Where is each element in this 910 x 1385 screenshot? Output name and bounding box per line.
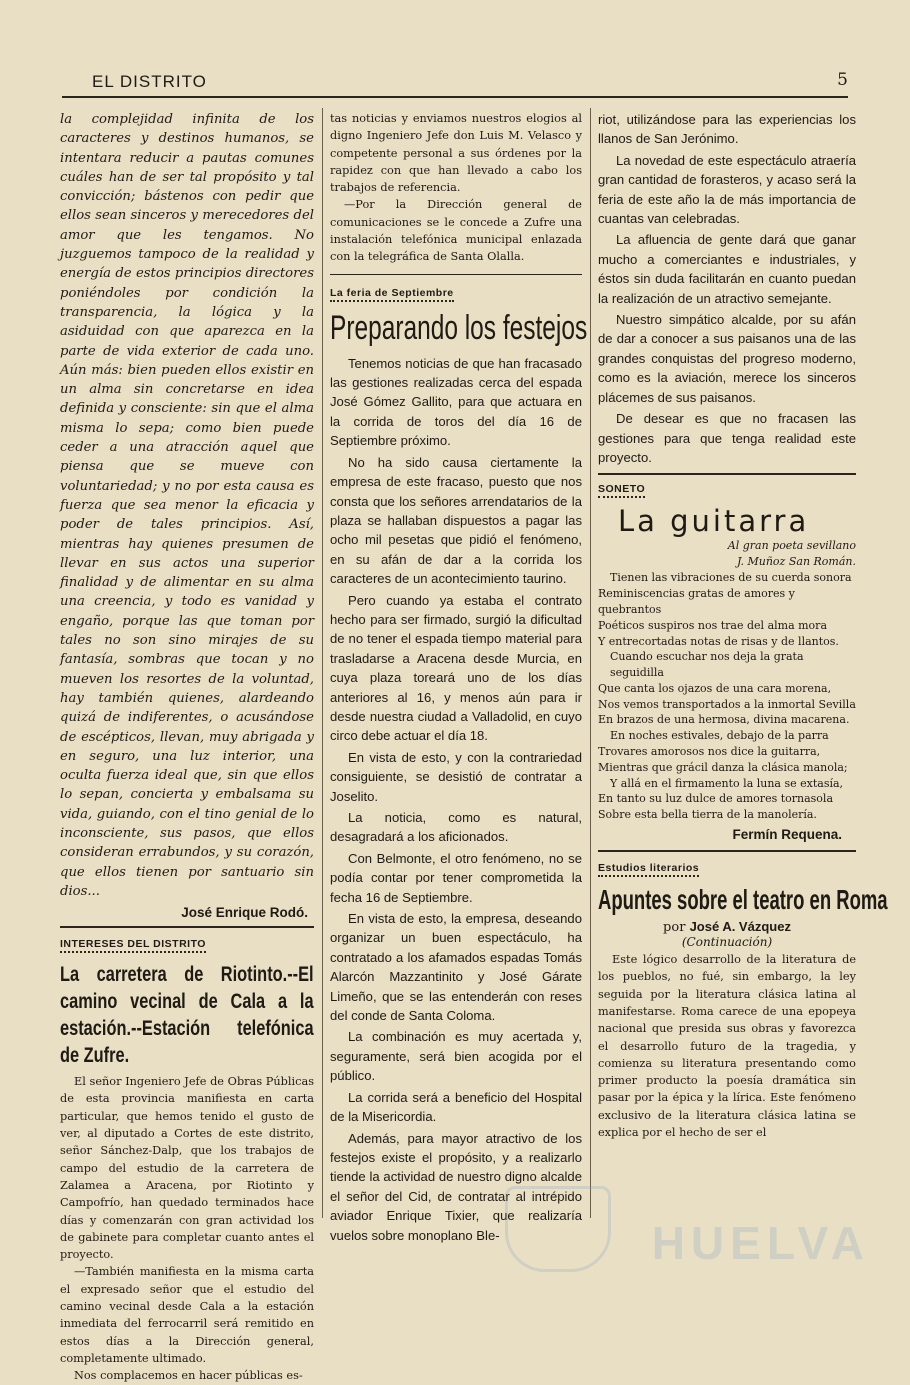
dedication-line: J. Muñoz San Román.	[736, 555, 856, 569]
paragraph: En vista de esto, y con la contrariedad consiguiente, se desistió de contratar a Joselito.	[330, 749, 582, 804]
verse: En tanto su luz dulce de amores tornasola	[598, 792, 834, 806]
section-tag: Estudios literarios	[598, 862, 699, 877]
column-2	[330, 110, 588, 1247]
verse: En noches estivales, debajo de la parra	[610, 729, 829, 743]
verse: Nos vemos transportados a la inmortal Sevilla	[598, 697, 856, 711]
verse: Reminiscencias gratas de amores y quebrantos	[598, 587, 795, 616]
paragraph: En vista de esto, la empresa, deseando organizar un buen espectáculo, ha contratado a los afamados espadas Tomás Alarcón Mazzantinito y José Gárate Limeño, que se las entenderán con reses del conde de Santa Coloma.	[330, 911, 582, 1024]
byline-author: José A. Vázquez	[689, 919, 791, 935]
continuation-text	[330, 110, 582, 266]
section-header	[330, 274, 582, 302]
paragraph: Tenemos noticias de que han fracasado las gestiones realizadas cerca del espada José Gómez Gallito, para que actuara en la corrida de toros del día 16 de Septiembre próximo.	[330, 355, 582, 449]
article-headline: Apuntes sobre el teatro en Roma	[598, 884, 888, 916]
dedication-line: Al gran poeta sevillano	[727, 539, 856, 553]
column-rule	[590, 108, 591, 1218]
paragraph: tas noticias y enviamos nuestros elogios al digno Ingeniero Jefe don Luis M. Velasco y competente personal a sus órdenes por la rapidez con que han llevado a cabo los trabajos de referencia.	[330, 112, 582, 195]
paragraph: La afluencia de gente dará que ganar mucho a comerciantes e industriales, y éstos sin duda facilitarán en cuanto puedan la realización de un atractivo semejante.	[598, 232, 856, 306]
article-body	[330, 354, 582, 1245]
watermark-shield-icon	[505, 1186, 611, 1272]
paragraph: La combinación es muy acertada y, seguramente, será bien acogida por el público.	[330, 1029, 582, 1084]
paragraph: riot, utilizándose para las experiencias los llanos de San Jerónimo.	[598, 112, 856, 147]
byline-prefix: por	[663, 920, 686, 936]
paragraph: La novedad de este espectáculo atraería gran cantidad de forasteros, y acaso será la feria de este año la de más importancia de cuantas van celebradas.	[598, 152, 856, 227]
paragraph: Este lógico desarrollo de la literatura de los pueblos, no fué, sin embargo, la ley seguida por la literatura clásica latina al manifestarse. Roma carece de una epopeya nacional que presida sus obras y favorezca el desarrollo futuro de la tragedia, y comienza su literatura presentando como primer producto la poesía dramática sin pasar por la épica y la lírica. Este fenómeno exclusivo de la literatura clásica latina se explica por el hecho de ser el	[598, 953, 856, 1140]
paragraph: La noticia, como es natural, desagradará a los aficionados.	[330, 810, 582, 845]
paragraph: Además, para mayor atractivo de los festejos existe el propósito, y a realizarlo tiende la actividad de nuestro digno alcalde el señor del Cid, de contratar al intrépido aviador Enrique Tixier, que realizaría vuelos sobre monoplano Ble-	[330, 1130, 582, 1243]
verse: Que canta los ojazos de una cara morena,	[598, 681, 832, 695]
masthead: EL DISTRITO	[92, 72, 207, 91]
verse: Y entrecortadas notas de risas y de llantos.	[598, 634, 839, 648]
paragraph: Con Belmonte, el otro fenómeno, no se podía contar por tener comprometida la fecha 16 de Septiembre.	[330, 850, 582, 905]
dedication	[598, 538, 856, 570]
running-head	[62, 70, 848, 98]
column-1	[60, 110, 314, 1385]
continuation-note: (Continuación)	[681, 935, 773, 950]
verse: Poéticos suspiros nos trae del alma mora	[598, 618, 827, 632]
paragraph: El señor Ingeniero Jefe de Obras Públicas de esta provincia manifiesta en carta particular, que hemos tenido el gusto de ver, al diputado a Cortes de este distrito, señor Sánchez-Dalp, que los trabajos de campo del estudio de la carretera de Zalamea a Aracena, por Riotinto y Campofrío, han quedado terminados hace días y comenzarán con gran actividad los de gabinete para completar cuanto antes el proyecto.	[60, 1075, 314, 1262]
paragraph: —Por la Dirección general de comunicaciones se le concede a Zufre una instalación telefónica municipal enlazada con la telegráfica de Santa Olalla.	[330, 198, 582, 264]
continuation-text	[598, 110, 856, 467]
verse: Mientras que grácil danza la clásica manola;	[598, 760, 848, 774]
paragraph: De desear es que no fracasen las gestiones para que tenga realidad este proyecto.	[598, 411, 856, 465]
watermark: HUELVA	[651, 1217, 870, 1269]
section-tag: La feria de Septiembre	[330, 287, 454, 302]
page-number: 5	[837, 70, 848, 90]
section-header	[598, 473, 856, 498]
paragraph: —También manifiesta en la misma carta el expresado señor que el estudio del camino vecinal desde Cala a la estación inmediata del ferrocarril será remitido en estos días a la Dirección general, completamente ultimado.	[60, 1265, 314, 1365]
section-header	[60, 926, 314, 953]
section-tag: INTERESES DEL DISTRITO	[60, 938, 206, 953]
verse: En brazos de una hermosa, divina macarena.	[598, 713, 850, 727]
paragraph: Nuestro simpático alcalde, por su afán de dar a conocer a sus paisanos una de las grandes conquistas del progreso moderno, como es la aviación, merece los sinceros plácemes de sus paisanos.	[598, 312, 856, 405]
paragraph: La corrida será a beneficio del Hospital de la Misericordia.	[330, 1089, 582, 1125]
poem-author: Fermín Requena.	[732, 827, 842, 843]
verse: Trovares amorosos nos dice la guitarra,	[598, 745, 821, 759]
article-body	[60, 1073, 314, 1384]
article-headline: Preparando los festejos	[330, 308, 588, 347]
article-body	[598, 951, 856, 1141]
verse: Cuando escuchar nos deja la grata seguidilla	[610, 650, 804, 680]
section-header	[598, 850, 856, 877]
essay-text: la complejidad infinita de los caracteres y destinos humanos, se intentara reducir a pautas comunes cuáles han de ser tal propósito y tal convicción; bástenos con pedir que ellos sean sinceros y merecedores del amor que les tengamos. No juzguemos tampoco de la realidad y energía de estos principios directores poniéndoles por condición la transparencia, la lógica y la asiduidad con que aparezca en la parte de vida exterior de cada uno. Aún más: bien pueden ellos existir en un alma sin concretarse en idea definida y consciente: sin que el alma misma lo sepa; como bien puede ceder a una atracción aquel que piensa que se mueve con voluntariedad; y no por esta causa es fuerza que sea menor la eficacia y poder de tales principios. Así, mientras hay quienes presumen de llevar en sus actos una superior finalidad y de alimentar en su alma una creencia, y todo es vanidad y engaño, porque las que toman por tales no son sino mirajes de su fantasía, sombras que tocan y no mueven los resortes de la voluntad, hay también quienes, alardeando quizá de indiferentes, o acusándose de escépticos, llevan, muy abrigada y en seguro, una luz interior, una oculta fuerza ideal que, sin que ellos lo sepan, concierta y embalsama su vida, guiando, con el tino genial de lo inconsciente, sus pasos, que ellos consideran errabundos, y su corazón, que ellos tienen por santuario sin dios...	[60, 112, 314, 899]
column-rule	[322, 108, 323, 1218]
byline	[598, 919, 856, 935]
article-headline: La carretera de Riotinto.--El camino vecinal de Cala a la estación.--Estación telefónica de Zufre.	[60, 963, 314, 1068]
verse: Y allá en el firmamento la luna se extasía,	[610, 776, 844, 790]
paragraph: Pero cuando ya estaba el contrato hecho para ser firmado, surgió la dificultad de no tener el espada tiempo material para trasladarse a Aracena desde Murcia, en cuya plaza toreará uno de los días anteriores al 16, y menos aún para ir desde nuestra ciudad a Valladolid, en cuyo circo debe actuar el día 18.	[330, 592, 582, 744]
section-tag: SONETO	[598, 483, 645, 498]
paragraph: Nos complacemos en hacer públicas es-	[74, 1369, 303, 1383]
poem-verses	[598, 570, 856, 823]
column-3	[598, 110, 888, 1141]
essay-author: José Enrique Rodó.	[181, 905, 308, 921]
paragraph: No ha sido causa ciertamente la empresa de este fracaso, puesto que nos consta que los señores arrendatarios de la plaza se hallaban dispuestos a pagar las ocho mil pesetas que pidió el fenómeno, en su afán de dar a la corrida los caracteres de un acontecimiento taurino.	[330, 454, 582, 587]
verse: Tienen las vibraciones de su cuerda sonora	[610, 571, 852, 585]
verse: Sobre esta bella tierra de la manolería.	[598, 808, 817, 822]
poem-title: La guitarra	[618, 504, 810, 539]
